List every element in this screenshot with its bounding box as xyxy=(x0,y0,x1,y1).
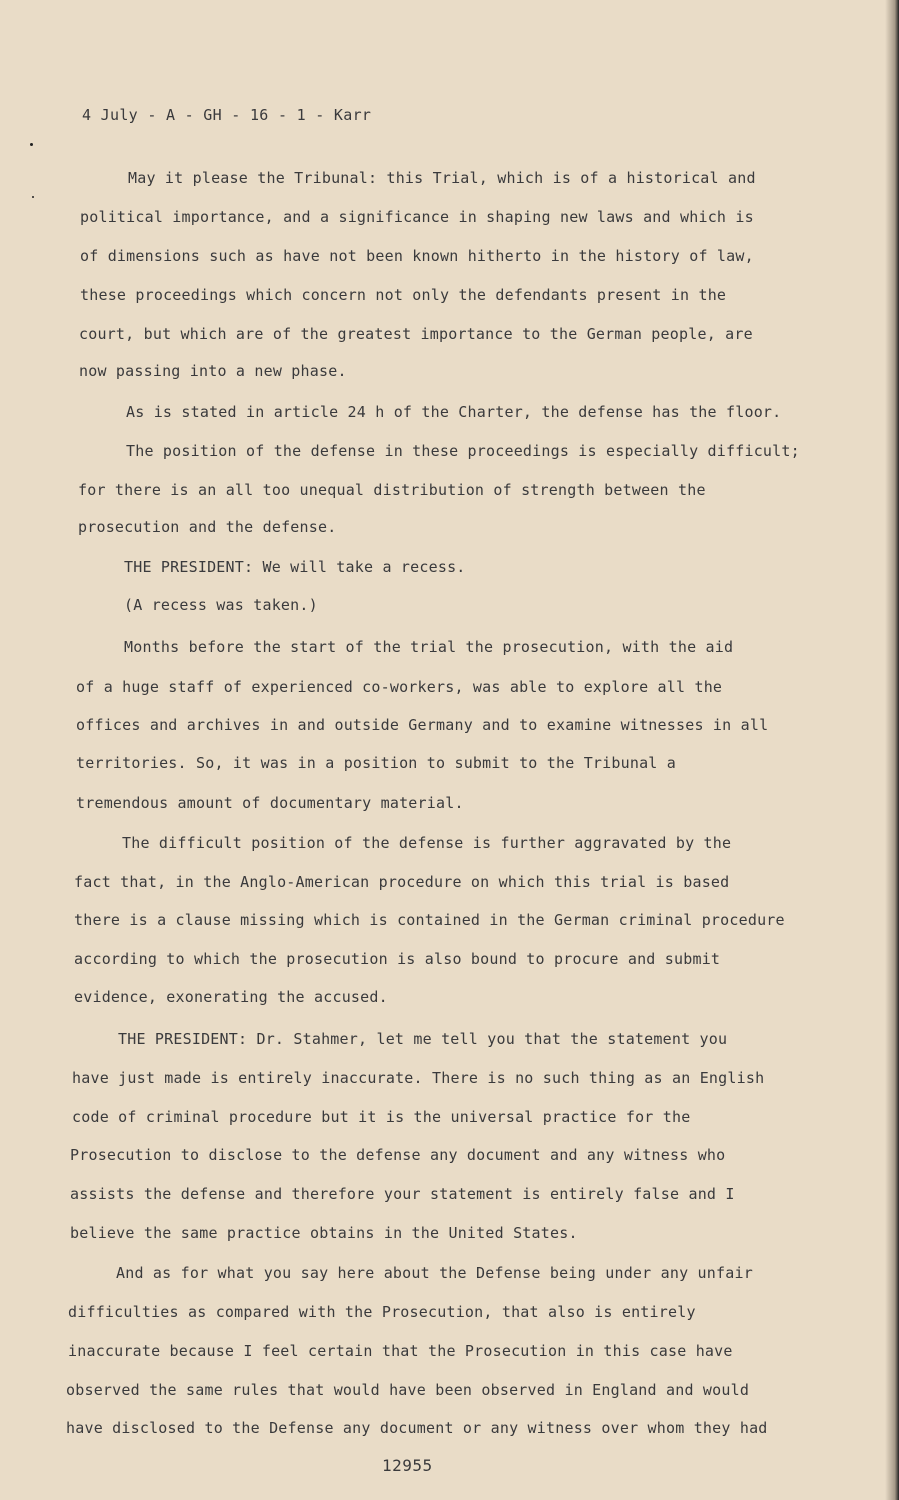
text-line: court, but which are of the greatest importance to the German people, are xyxy=(79,325,753,343)
text-line: there is a clause missing which is contained in the German criminal procedure xyxy=(74,911,785,929)
text-line: fact that, in the Anglo-American procedure on which this trial is based xyxy=(74,873,730,891)
text-line: offices and archives in and outside Germany and to examine witnesses in all xyxy=(76,716,769,734)
text-line: inaccurate because I feel certain that the Prosecution in this case have xyxy=(68,1342,733,1360)
text-line: of dimensions such as have not been known hitherto in the history of law, xyxy=(80,247,754,265)
margin-mark xyxy=(30,143,33,146)
text-line: of a huge staff of experienced co-workers, was able to explore all the xyxy=(76,678,723,696)
text-line: And as for what you say here about the Defense being under any unfair xyxy=(116,1264,753,1282)
text-line: The difficult position of the defense is further aggravated by the xyxy=(122,834,732,852)
text-line: territories. So, it was in a position to submit to the Tribunal a xyxy=(76,754,676,772)
text-line: Months before the start of the trial the prosecution, with the aid xyxy=(124,638,734,656)
speaker-line: THE PRESIDENT: Dr. Stahmer, let me tell you that the statement you xyxy=(118,1030,728,1048)
text-line: now passing into a new phase. xyxy=(79,362,347,380)
speaker-line: THE PRESIDENT: We will take a recess. xyxy=(124,558,466,576)
page-edge-shadow xyxy=(885,0,899,1500)
text-line: Prosecution to disclose to the defense any document and any witness who xyxy=(70,1146,726,1164)
text-line: according to which the prosecution is also bound to procure and submit xyxy=(74,950,721,968)
text-line: these proceedings which concern not only the defendants present in the xyxy=(80,286,727,304)
text-line: observed the same rules that would have been observed in England and would xyxy=(66,1381,750,1399)
text-line: prosecution and the defense. xyxy=(78,518,337,536)
document-header: 4 July - A - GH - 16 - 1 - Karr xyxy=(82,106,372,124)
text-line: (A recess was taken.) xyxy=(124,596,318,614)
text-line: As is stated in article 24 h of the Charter, the defense has the floor. xyxy=(126,403,782,421)
text-line: have just made is entirely inaccurate. There is no such thing as an English xyxy=(72,1069,765,1087)
margin-mark xyxy=(32,196,34,198)
text-line: assists the defense and therefore your statement is entirely false and I xyxy=(70,1185,735,1203)
text-line: for there is an all too unequal distribution of strength between the xyxy=(78,481,706,499)
text-line: May it please the Tribunal: this Trial, which is of a historical and xyxy=(128,169,756,187)
page-number: 12955 xyxy=(382,1456,433,1475)
text-line: believe the same practice obtains in the United States. xyxy=(70,1224,578,1242)
text-line: difficulties as compared with the Prosecution, that also is entirely xyxy=(68,1303,696,1321)
text-line: political importance, and a significance in shaping new laws and which is xyxy=(80,208,754,226)
text-line: have disclosed to the Defense any document or any witness over whom they had xyxy=(66,1419,768,1437)
text-line: The position of the defense in these proceedings is especially difficult; xyxy=(126,442,800,460)
text-line: evidence, exonerating the accused. xyxy=(74,988,388,1006)
text-line: code of criminal procedure but it is the universal practice for the xyxy=(72,1108,691,1126)
text-line: tremendous amount of documentary material. xyxy=(76,794,464,812)
